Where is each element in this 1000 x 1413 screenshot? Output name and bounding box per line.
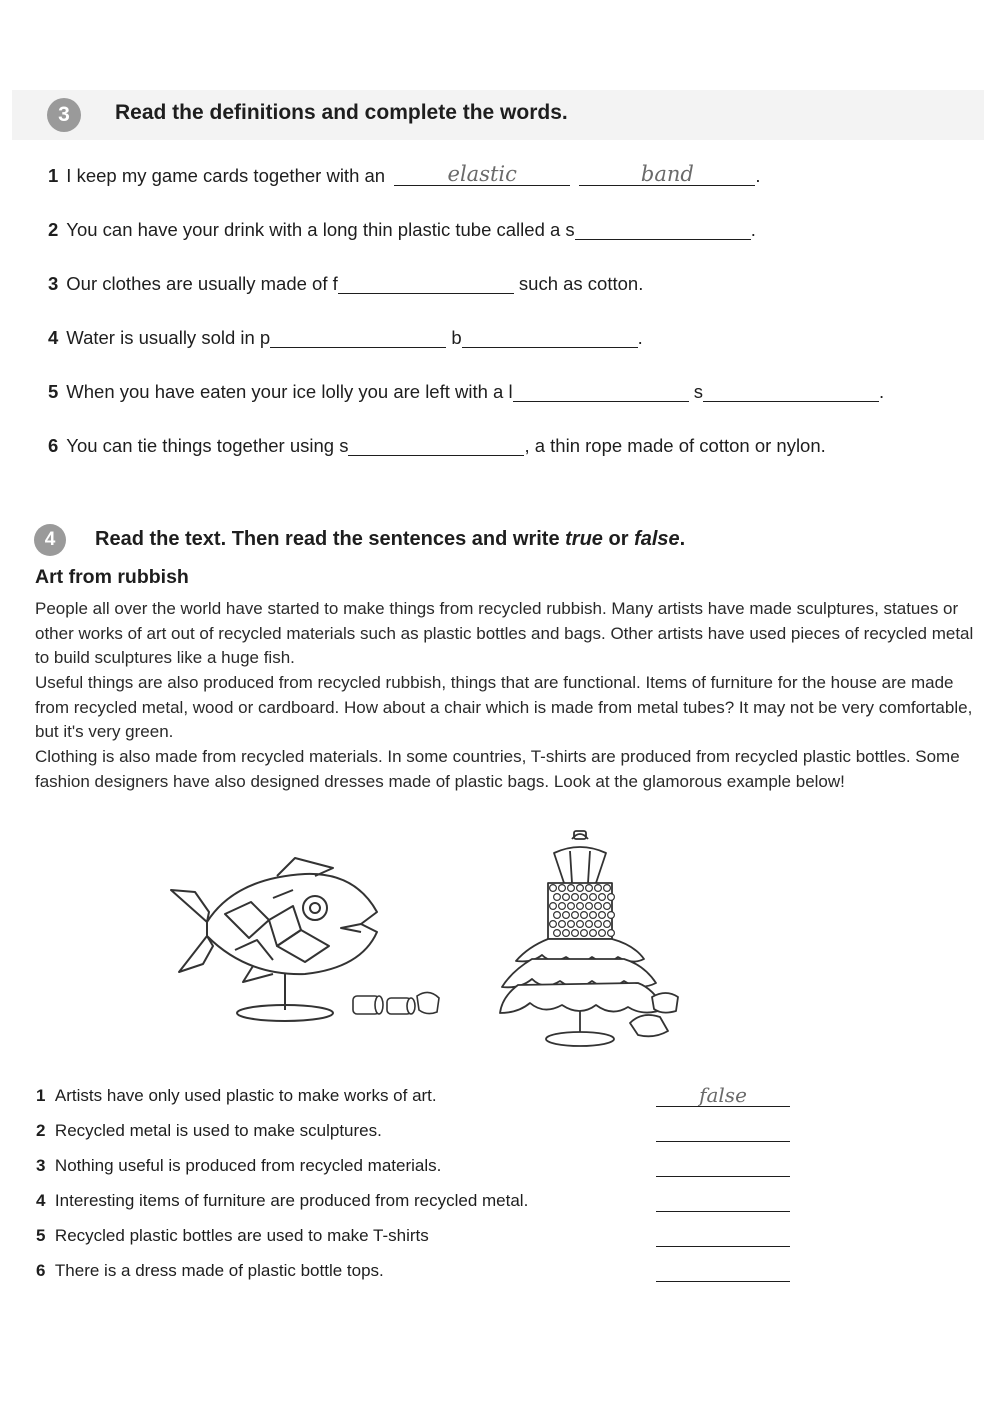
exercise-3-title: Read the definitions and complete the words. bbox=[115, 101, 568, 124]
dress-bead bbox=[608, 912, 615, 919]
dress-bead bbox=[604, 885, 611, 892]
dress-bead bbox=[604, 921, 611, 928]
statement-text: There is a dress made of plastic bottle tops. bbox=[54, 1261, 384, 1280]
item-text: Our clothes are usually made of f bbox=[66, 273, 338, 294]
statement-text: Recycled metal is used to make sculptures. bbox=[54, 1121, 382, 1140]
statement-number: 1 bbox=[36, 1086, 46, 1105]
dress-bead bbox=[563, 930, 570, 937]
statement-text: Recycled plastic bottles are used to make T-shirts bbox=[54, 1226, 429, 1245]
item-end: such as cotton. bbox=[518, 273, 644, 294]
answer-blank-4a[interactable] bbox=[270, 327, 446, 348]
statement-text: Interesting items of furniture are produced from recycled metal. bbox=[54, 1191, 529, 1210]
title-text: Read the text. Then read the sentences and write bbox=[95, 528, 566, 550]
dress-bead bbox=[550, 885, 557, 892]
statement-number: 6 bbox=[36, 1261, 46, 1280]
dress-bead bbox=[595, 921, 602, 928]
dress-bead bbox=[599, 894, 606, 901]
dress-bead bbox=[608, 930, 615, 937]
statement-3 bbox=[36, 1154, 441, 1178]
statement-2 bbox=[36, 1119, 382, 1143]
dress-bead bbox=[590, 894, 597, 901]
item-text: You can tie things together using s bbox=[66, 435, 349, 456]
dress-bead bbox=[577, 921, 584, 928]
article-paragraph-1: People all over the world have started to make things from recycled rubbish. Many artists have made sculptures, statues or other works of art out of recycled materials such as plastic bottles and bags. Other artists have used pieces of recycled metal to build sculptures like a huge fish. bbox=[35, 599, 974, 668]
item-text: Water is usually sold in p bbox=[66, 327, 271, 348]
dress-bead bbox=[586, 921, 593, 928]
item-end: . bbox=[750, 219, 756, 240]
statement-number: 5 bbox=[36, 1226, 46, 1245]
article-title: Art from rubbish bbox=[35, 566, 189, 588]
answer-blank-6[interactable] bbox=[348, 435, 524, 456]
statement-text: Nothing useful is produced from recycled materials. bbox=[54, 1156, 442, 1175]
exercise-3-item-6 bbox=[48, 432, 826, 460]
dress-bead bbox=[559, 921, 566, 928]
item-number: 2 bbox=[48, 219, 59, 240]
dress-bead bbox=[572, 894, 579, 901]
item-end: , a thin rope made of cotton or nylon. bbox=[524, 435, 826, 456]
answer-blank-1b[interactable] bbox=[579, 162, 755, 186]
dress-bead bbox=[581, 894, 588, 901]
statement-number: 2 bbox=[36, 1121, 46, 1140]
item-text: I keep my game cards together with an bbox=[66, 165, 386, 186]
dress-bead bbox=[572, 930, 579, 937]
exercise-3-item-1 bbox=[48, 162, 761, 190]
dress-bead bbox=[568, 885, 575, 892]
dress-bead bbox=[568, 903, 575, 910]
title-false-word: false bbox=[634, 528, 680, 550]
dress-bead bbox=[568, 921, 575, 928]
plastic-dress-icon bbox=[492, 825, 692, 1055]
exercise-3-number-badge: 3 bbox=[47, 98, 81, 132]
dress-bead bbox=[604, 903, 611, 910]
statement-text: Artists have only used plastic to make works of art. bbox=[54, 1086, 437, 1105]
dress-bead bbox=[554, 894, 561, 901]
dress-bead bbox=[563, 894, 570, 901]
exercise-3-item-2 bbox=[48, 216, 756, 244]
answer-blank-3[interactable] bbox=[338, 273, 514, 294]
dress-bead bbox=[599, 912, 606, 919]
dress-bead bbox=[595, 885, 602, 892]
answer-blank-1a[interactable] bbox=[394, 162, 570, 186]
item-number: 4 bbox=[48, 327, 59, 348]
answer-blank-4b[interactable] bbox=[462, 327, 638, 348]
dress-bead bbox=[577, 903, 584, 910]
item-end: . bbox=[637, 327, 643, 348]
handwritten-answer: false bbox=[699, 1083, 747, 1107]
handwritten-answer: elastic bbox=[447, 162, 517, 186]
statement-number: 3 bbox=[36, 1156, 46, 1175]
item-end: . bbox=[755, 165, 761, 186]
item-middle-letter: b bbox=[451, 327, 462, 348]
dress-bead bbox=[608, 894, 615, 901]
dress-bead bbox=[559, 903, 566, 910]
answer-blank-5b[interactable] bbox=[703, 381, 879, 402]
dress-bead bbox=[581, 912, 588, 919]
exercise-4-number-badge: 4 bbox=[34, 524, 66, 556]
title-true-word: true bbox=[565, 528, 603, 550]
dress-bead bbox=[590, 912, 597, 919]
item-end: . bbox=[878, 381, 885, 402]
dress-bead bbox=[554, 930, 561, 937]
statement-6 bbox=[36, 1259, 384, 1283]
dress-bead bbox=[581, 930, 588, 937]
dress-bead bbox=[554, 912, 561, 919]
dress-bead bbox=[572, 912, 579, 919]
item-text: You can have your drink with a long thin plastic tube called a s bbox=[66, 219, 575, 240]
title-or: or bbox=[602, 528, 635, 550]
dress-bead bbox=[586, 903, 593, 910]
statement-4-answer-blank[interactable] bbox=[656, 1189, 790, 1212]
handwritten-answer: band bbox=[640, 162, 694, 186]
statement-1 bbox=[36, 1084, 437, 1108]
dress-bead bbox=[550, 921, 557, 928]
article-paragraph-2: Useful things are also produced from recycled rubbish, things that are functional. Items of furniture for the house are made from recycled metal, wood or cardboard. How about a chair which is made from metal tubes? It may not be very comfortable, but it's very green. bbox=[35, 673, 973, 742]
statement-number: 4 bbox=[36, 1191, 46, 1210]
exercise-3-item-3 bbox=[48, 270, 643, 298]
article-paragraph-3: Clothing is also made from recycled materials. In some countries, T-shirts are produced from recycled plastic bottles. Some fashion designers have also designed dresses made of plastic bags. Look at the glamorous example below! bbox=[35, 747, 960, 791]
title-end: . bbox=[679, 528, 686, 550]
exercise-4-title bbox=[95, 528, 685, 551]
dress-bead bbox=[599, 930, 606, 937]
statement-6-answer-blank[interactable] bbox=[656, 1259, 790, 1282]
exercise-3-item-5 bbox=[48, 378, 884, 406]
item-number: 5 bbox=[48, 381, 59, 402]
dress-bead bbox=[550, 903, 557, 910]
exercise-3-item-4 bbox=[48, 324, 643, 352]
item-middle-letter: s bbox=[693, 381, 703, 402]
statement-4 bbox=[36, 1189, 528, 1213]
dress-bead bbox=[563, 912, 570, 919]
dress-bead bbox=[595, 903, 602, 910]
fish-sculpture-icon bbox=[165, 850, 455, 1030]
item-number: 3 bbox=[48, 273, 59, 294]
statement-3-answer-blank[interactable] bbox=[656, 1154, 790, 1177]
dress-bead bbox=[559, 885, 566, 892]
statement-5-answer-blank[interactable] bbox=[656, 1224, 790, 1247]
item-text: When you have eaten your ice lolly you are left with a l bbox=[66, 381, 513, 402]
answer-blank-5a[interactable] bbox=[513, 381, 689, 402]
item-number: 1 bbox=[48, 165, 59, 186]
dress-bead bbox=[577, 885, 584, 892]
statement-2-answer-blank[interactable] bbox=[656, 1119, 790, 1142]
statement-5 bbox=[36, 1224, 429, 1248]
dress-bead bbox=[590, 930, 597, 937]
dress-bead bbox=[586, 885, 593, 892]
item-number: 6 bbox=[48, 435, 59, 456]
answer-blank-2[interactable] bbox=[575, 219, 751, 240]
statement-1-answer-blank[interactable] bbox=[656, 1084, 790, 1107]
